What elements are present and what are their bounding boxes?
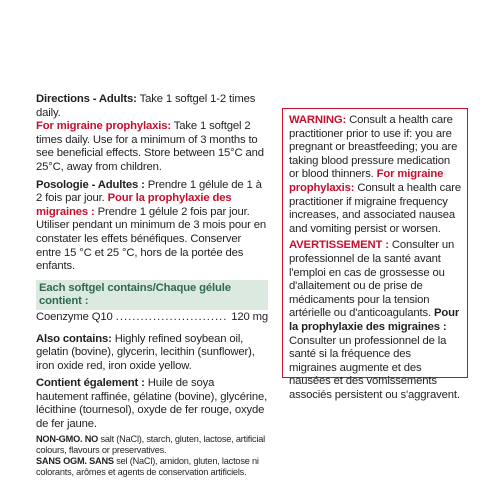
- avertissement-paragraph: [289, 239, 461, 402]
- warning-heading: WARNING:: [289, 114, 347, 126]
- softgel-contains-band: Each softgel contains/Chaque gélule contient :: [36, 280, 268, 310]
- sans-ogm-paragraph: [36, 456, 268, 478]
- avertissement-migraine-heading: Pour la prophylaxie des migraines :: [289, 307, 460, 333]
- directions-paragraph: [36, 93, 268, 175]
- posologie-text: Prendre 1 gélule de 1 à 2 fois par jour.: [36, 178, 262, 205]
- warning-paragraph: [289, 114, 461, 236]
- avertissement-heading: AVERTISSEMENT :: [289, 239, 389, 252]
- directions-heading: Directions - Adults:: [36, 93, 137, 105]
- also-contains-paragraph: [36, 333, 268, 374]
- avertissement-text: Consulter un professionnel de la santé avant l'emploi en cas de grossesse ou d'allaitement ou de prise de médicaments pour la tension artérielle ou d'anticoagulants.: [289, 239, 455, 320]
- posologie-paragraph: [36, 179, 268, 274]
- avertissement-migraine-text: Consulter un professionnel de la santé si la fréquence des migraines augmente et des nausées et des vomissements associés persistent ou s'aggravent.: [289, 334, 460, 401]
- sans-ogm-text: sel (NaCl), amidon, gluten, lactose ni colorants, arômes et agents de conservation artificiels.: [36, 455, 259, 477]
- posologie-migraine-heading: Pour la prophylaxie des migraines :: [36, 192, 232, 218]
- ingredient-leader-dots: ...........................: [115, 310, 228, 323]
- posologie-migraine-text: Prendre 1 gélule 2 fois par jour. Utiliser pendant un minimum de 3 mois pour en constater les effets bénéfiques. Conserver entre 15 °C et 25 °C, hors de la portée des enfants.: [36, 205, 266, 273]
- directions-column: [36, 93, 268, 478]
- non-gmo-paragraph: [36, 434, 268, 456]
- contient-heading: Contient également :: [36, 377, 145, 390]
- warning-text: Consult a health care practitioner prior to use if: you are pregnant or breastfeeding; you are taking blood pressure medication or blood thinners.: [289, 114, 458, 181]
- ingredient-name: Coenzyme Q10: [36, 310, 113, 323]
- directions-migraine-heading: For migraine prophylaxis:: [36, 120, 171, 133]
- warning-migraine-text: Consult a health care practitioner if migraine frequency increases, and associated nausea and vomiting persist or worsen.: [289, 181, 461, 235]
- also-contains-text: Highly refined soybean oil, gelatin (bovine), glycerin, lecithin (sunflower), iron oxide red, iron oxide yellow.: [36, 332, 255, 372]
- non-gmo-text: salt (NaCl), starch, gluten, lactose, artificial colours, flavours or preservatives.: [36, 433, 265, 455]
- directions-migraine-text: Take 1 softgel 2 times daily. Use for a minimum of 3 months to see beneficial effects. Store between 15°C and 25°C, away from children.: [36, 120, 264, 173]
- sans-ogm-heading: SANS OGM. SANS: [36, 455, 114, 466]
- posologie-heading: Posologie - Adultes :: [36, 178, 145, 191]
- also-contains-heading: Also contains:: [36, 332, 112, 345]
- ingredient-row: [36, 310, 268, 325]
- directions-text: Take 1 softgel 1-2 times daily.: [36, 93, 256, 119]
- warning-box: [282, 108, 468, 401]
- ingredient-amount: 120 mg: [231, 310, 268, 323]
- contient-paragraph: [36, 377, 268, 431]
- non-gmo-heading: NON-GMO. NO: [36, 433, 99, 444]
- warning-migraine-heading: For migraine prophylaxis:: [289, 168, 444, 194]
- contient-text: Huile de soya hautement raffinée, gélatine (bovine), glycérine, lécithine (tournesol), oxyde de fer rouge, oxyde de fer jaune.: [36, 377, 268, 431]
